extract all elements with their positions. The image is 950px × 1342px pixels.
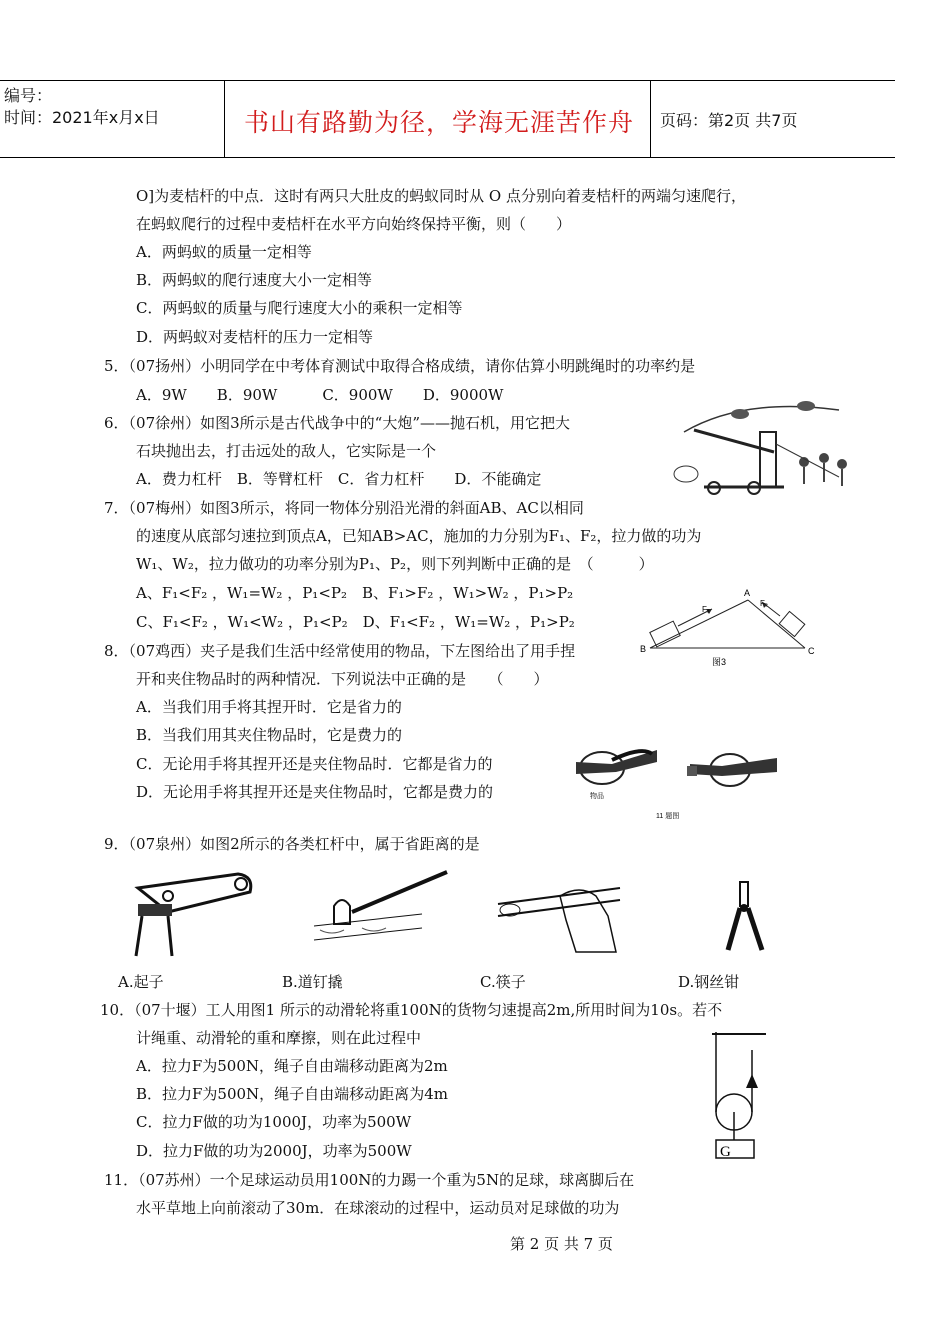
time-label: 时间：2021年x月x日 — [4, 108, 160, 127]
header-page-cell — [650, 81, 895, 157]
q4-option-d: D．两蚂蚁对麦桔杆的压力一定相等 — [136, 328, 374, 346]
q8-stem2: 开和夹住物品时的两种情况．下列说法中正确的是 （ ） — [136, 670, 549, 688]
q8-option-c: C．无论用手将其捏开还是夹住物品时．它都是省力的 — [136, 755, 493, 773]
q8-option-b: B．当我们用其夹住物品时，它是费力的 — [136, 726, 403, 744]
q5-stem: 5．（07扬州）小明同学在中考体育测试中取得合格成绩，请你估算小明跳绳时的功率约是 — [104, 357, 696, 375]
q7-stem2: 的速度从底部匀速拉到顶点A，已知AB>AC，施加的力分别为F₁、F₂，拉力做的功为 — [136, 527, 702, 545]
clip-figure — [572, 732, 790, 824]
q6-stem2: 石块抛出去，打击远处的敌人，它实际是一个 — [136, 442, 437, 460]
q10-stem1: 10．（07十堰）工人用图1 所示的动滑轮将重100N的货物匀速提高2m,所用时间为10s。若不 — [100, 1001, 723, 1019]
header-motto-cell — [224, 81, 651, 157]
q4-option-c: C．两蚂蚁的质量与爬行速度大小的乘积一定相等 — [136, 299, 463, 317]
incline-label-a: A — [744, 588, 751, 598]
q9-stem: 9．（07泉州）如图2所示的各类杠杆中，属于省距离的是 — [104, 835, 480, 853]
q4-line1: O]为麦桔杆的中点．这时有两只大肚皮的蚂蚁同时从 O 点分别向着麦桔杆的两端匀速爬行， — [136, 187, 746, 205]
q10-option-d: D．拉力F做的功为2000J，功率为500W — [136, 1142, 412, 1160]
q10-stem2: 计绳重、动滑轮的重和摩擦，则在此过程中 — [136, 1029, 422, 1047]
q7-options-cd: C、F₁<F₂ ，W₁<W₂ ，P₁<P₂ D、F₁<F₂ ，W₁=W₂ ，P₁>P₂ — [136, 613, 575, 631]
bottle-opener-figure — [128, 866, 258, 960]
q9-label-a: A.起子 — [118, 973, 164, 991]
serial-label: 编号： — [4, 86, 53, 105]
q11-stem1: 11．（07苏州）一个足球运动员用100N的力踢一个重为5N的足球，球离脚后在 — [104, 1171, 635, 1189]
rail-bar-figure — [312, 866, 452, 960]
q7-stem3: W₁、W₂，拉力做功的功率分别为P₁、P₂，则下列判断中正确的是 （ ） — [136, 555, 654, 573]
q4-line2: 在蚂蚁爬行的过程中麦桔杆在水平方向始终保持平衡，则（ ） — [136, 215, 572, 233]
q10-option-b: B．拉力F为500N，绳子自由端移动距离为4m — [136, 1085, 448, 1103]
q9-label-b: B.道钉撬 — [282, 973, 343, 991]
incline-figure — [640, 586, 820, 668]
motto: 书山有路勤为径，学海无涯苦作舟 — [244, 108, 635, 137]
pulley-figure — [706, 1030, 770, 1162]
q4-option-a: A．两蚂蚁的质量一定相等 — [136, 243, 312, 261]
q8-stem1: 8．（07鸡西）夹子是我们生活中经常使用的物品，下左图给出了用手捏 — [104, 642, 576, 660]
q11-stem2: 水平草地上向前滚动了30m．在球滚动的过程中，运动员对足球做的功为 — [136, 1199, 620, 1217]
header-meta — [0, 81, 225, 157]
q8-option-a: A．当我们用手将其捏开时．它是省力的 — [136, 698, 402, 716]
incline-label-f2: F₂ — [760, 599, 768, 608]
q6-options: A．费力杠杆 B．等臂杠杆 C．省力杠杆 D．不能确定 — [136, 470, 542, 488]
pulley-weight-label: G — [720, 1144, 731, 1160]
incline-label-b: B — [640, 644, 647, 654]
q6-stem1: 6．（07徐州）如图3所示是古代战争中的“大炮”——抛石机，用它把大 — [104, 414, 571, 432]
pliers-figure — [714, 878, 774, 956]
q4-option-b: B．两蚂蚁的爬行速度大小一定相等 — [136, 271, 373, 289]
page-header — [0, 80, 895, 158]
q9-label-c: C.筷子 — [480, 973, 526, 991]
page-footer: 第 2 页 共 7 页 — [510, 1235, 613, 1253]
q8-option-d: D．无论用手将其捏开还是夹住物品时，它都是费力的 — [136, 783, 494, 801]
q5-options: A．9W B．90W C．900W D．9000W — [136, 386, 504, 404]
clip-fig-label: 物品 — [590, 793, 604, 800]
chopsticks-figure — [496, 876, 626, 956]
q7-stem1: 7．（07梅州）如图3所示，将同一物体分别沿光滑的斜面AB、AC以相同 — [104, 499, 584, 517]
q7-options-ab: A、F₁<F₂ ，W₁=W₂ ，P₁<P₂ B、F₁>F₂ ，W₁>W₂ ，P₁>P₂ — [136, 584, 574, 602]
trebuchet-figure — [664, 392, 854, 502]
q10-option-a: A．拉力F为500N，绳子自由端移动距离为2m — [136, 1057, 448, 1075]
q10-option-c: C．拉力F做的功为1000J，功率为500W — [136, 1113, 412, 1131]
clip-fig-caption: 11 题图 — [656, 813, 680, 820]
page-label: 页码：第2页 共7页 — [660, 111, 798, 130]
incline-label-f1: F₁ — [702, 605, 710, 614]
incline-caption: 图3 — [712, 657, 727, 667]
incline-label-c: C — [808, 646, 815, 656]
q9-label-d: D.钢丝钳 — [678, 973, 740, 991]
